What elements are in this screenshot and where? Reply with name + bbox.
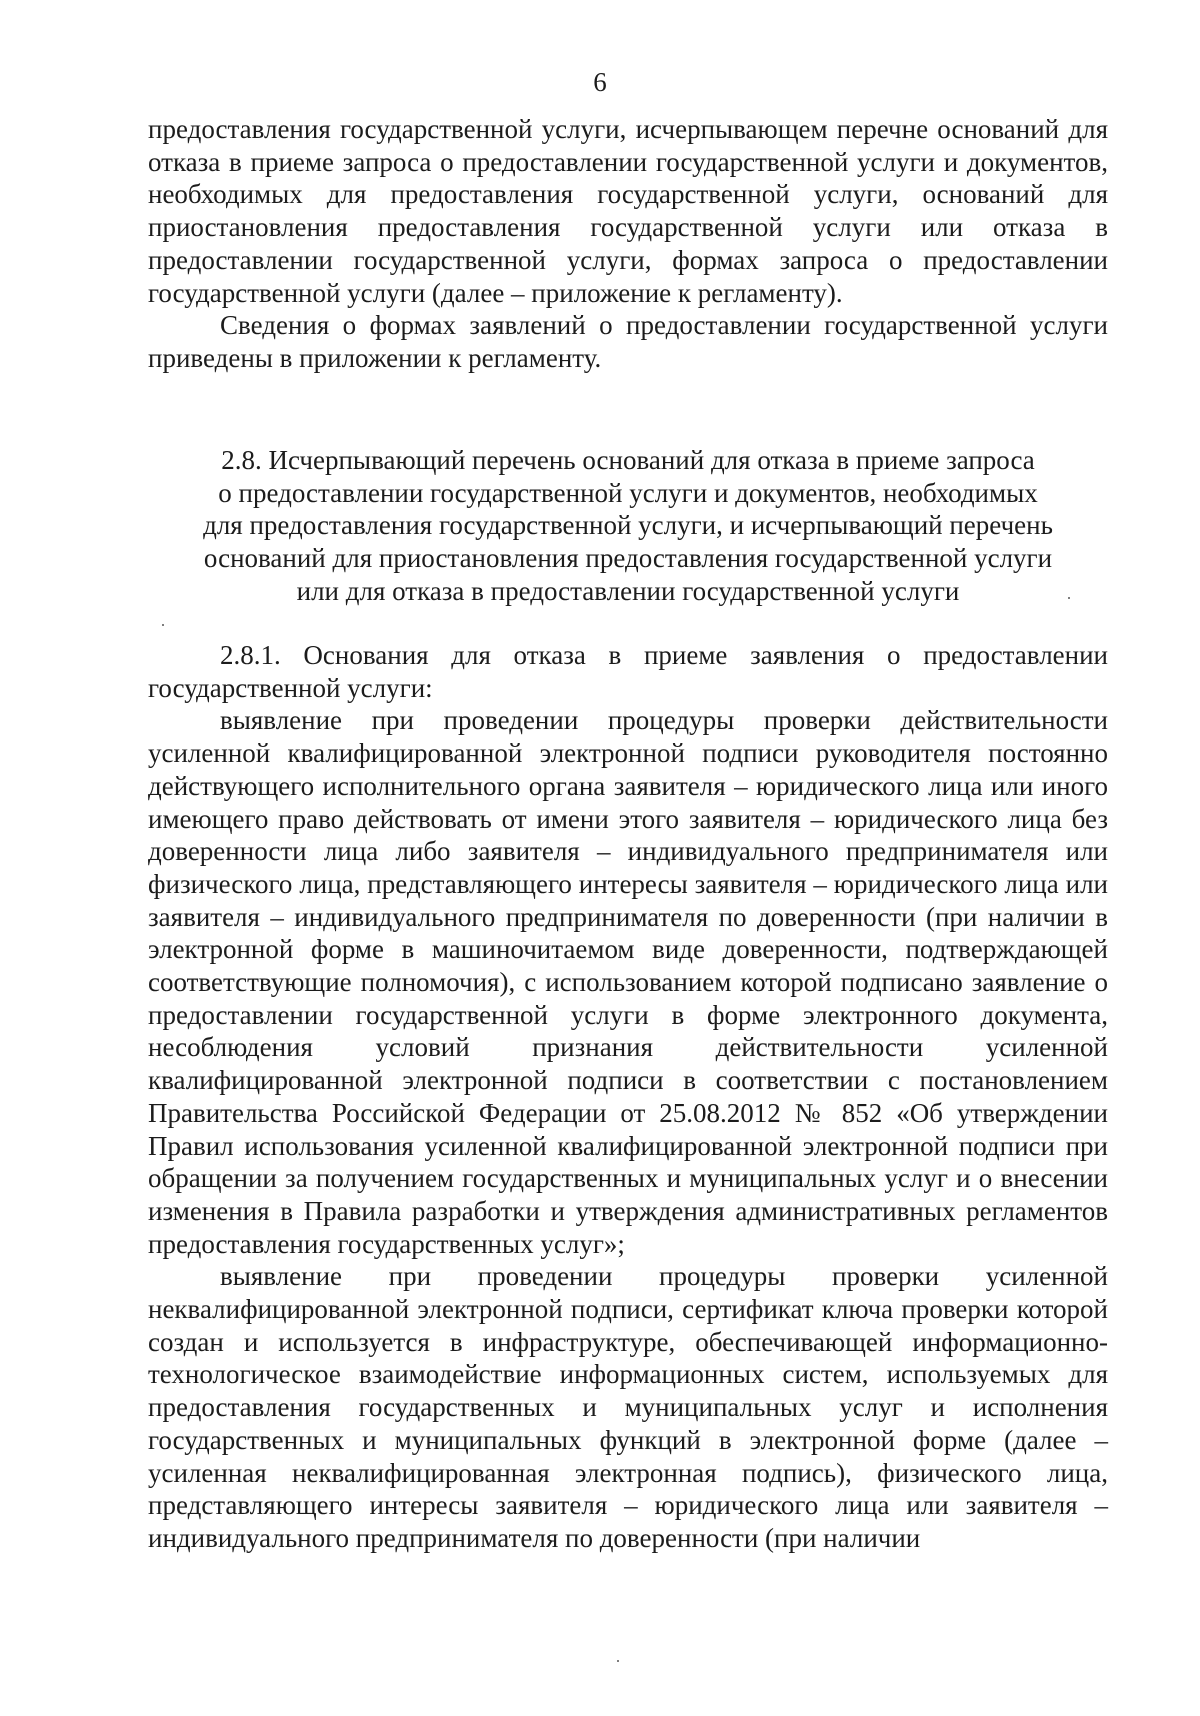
scan-speck xyxy=(162,624,164,626)
continuation-paragraph: предоставления государственной услуги, исчерпывающем перечне оснований для отказа в приеме запроса о предоставлении государственной услуги и документов, необходимых для предоставления государственной услуги, оснований для приостановления предоставления государственной услуги или отказа в предоставлении государственной услуги, формах запроса о предоставлении государственной услуги (далее – приложение к регламенту). xyxy=(148,114,1108,308)
ground-1-paragraph: выявление при проведении процедуры проверки действительности усиленной квалифицированной электронной подписи руководителя постоянно действующего исполнительного органа заявителя – юридического лица или иного имеющего право действовать от имени этого заявителя – юридического лица без доверенности лица либо заявителя – индивидуального предпринимателя или физического лица, представляющего интересы заявителя – юридического лица или заявителя – индивидуального предпринимателя по доверенности (при наличии в электронной форме в машиночитаемом виде доверенности, подтверждающей соответствующие полномочия), с использованием которой подписано заявление о предоставлении государственной услуги в форме электронного документа, несоблюдения условий признания действительности усиленной квалифицированной электронной подписи в соответствии с постановлением Правительства Российской Федерации от 25.08.2012 № 852 «Об утверждении Правил использования усиленной квалифицированной электронной подписи при обращении за получением государственных и муниципальных услуг и о внесении изменения в Правила разработки и утверждения административных регламентов предоставления государственных услуг»; xyxy=(148,705,1108,1259)
heading-line: 2.8. Исчерпывающий перечень оснований для отказа в приеме запроса xyxy=(221,445,1035,475)
page-number: 6 xyxy=(593,67,607,97)
heading-line: оснований для приостановления предоставления государственной услуги xyxy=(203,543,1053,574)
heading-line: о предоставлении государственной услуги и документов, необходимых xyxy=(218,477,1038,508)
scan-speck xyxy=(617,1660,619,1662)
section-heading-2-8 xyxy=(148,444,1108,608)
scan-speck xyxy=(1068,597,1070,599)
heading-line: или для отказа в предоставлении государственной услуги xyxy=(296,575,960,606)
heading-line: для предоставления государственной услуги, и исчерпывающий перечень xyxy=(203,510,1053,541)
ground-2-paragraph: выявление при проведении процедуры проверки усиленной неквалифицированной электронной подписи, сертификат ключа проверки которой создан и используется в инфраструктуре, обеспечивающей информационно-технологическое взаимодействие информационных систем, используемых для предоставления государственных и муниципальных услуг и исполнения государственных и муниципальных функций в электронной форме (далее – усиленная неквалифицированная электронная подпись), физического лица, представляющего интересы заявителя – юридического лица или заявителя – индивидуального предпринимателя по доверенности (при наличии xyxy=(148,1261,1108,1553)
item-2-8-1-paragraph: 2.8.1. Основания для отказа в приеме заявления о предоставлении государственной услуги: xyxy=(148,640,1108,703)
forms-paragraph: Сведения о формах заявлений о предоставлении государственной услуги приведены в приложении к регламенту. xyxy=(148,310,1108,373)
section-body-2-8-1 xyxy=(148,639,1108,1555)
intro-block xyxy=(148,113,1108,375)
